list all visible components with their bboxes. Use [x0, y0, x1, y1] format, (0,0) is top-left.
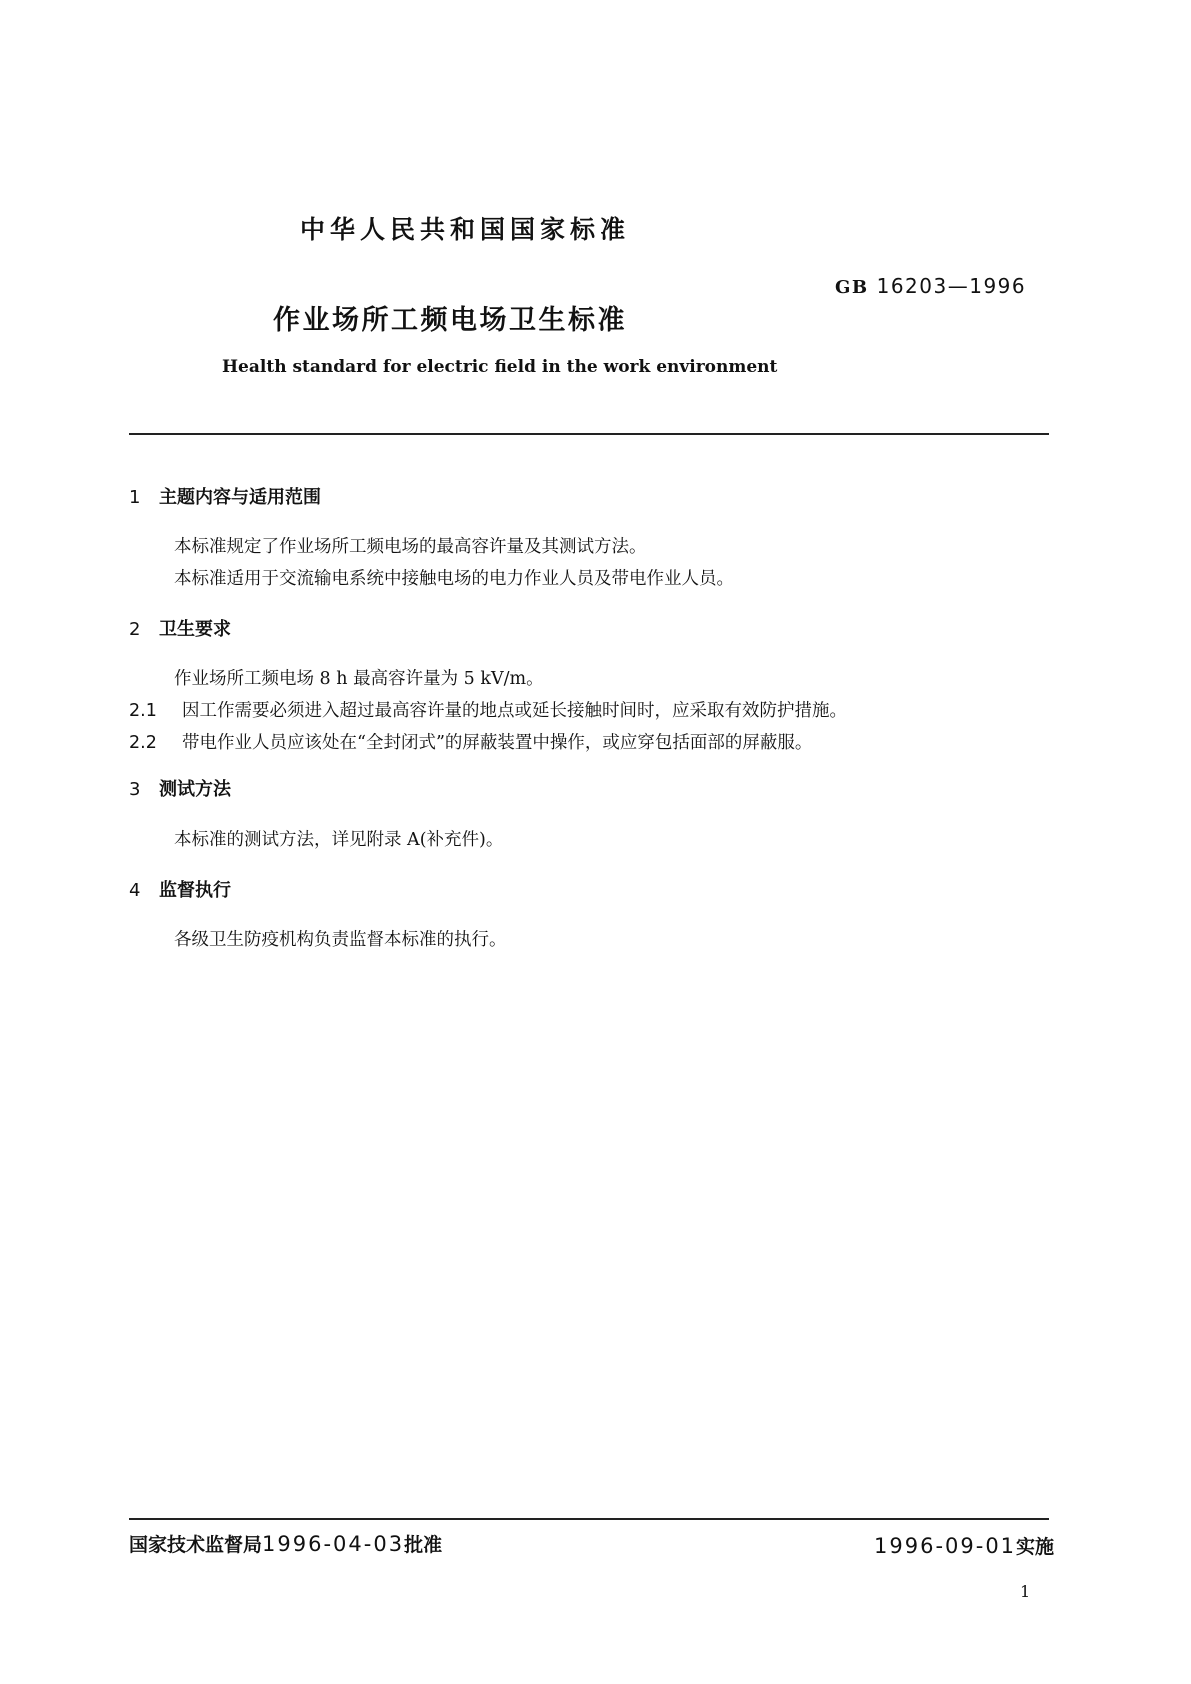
section-1-paragraph: 本标准规定了作业场所工频电场的最高容许量及其测试方法。: [174, 537, 647, 557]
section-1-paragraph: 本标准适用于交流输电系统中接触电场的电力作业人员及带电作业人员。: [174, 569, 734, 589]
section-number: 4: [129, 880, 141, 901]
section-2-heading: [129, 615, 231, 641]
section-title: 主题内容与适用范围: [159, 487, 321, 508]
section-4-paragraph: 各级卫生防疫机构负责监督本标准的执行。: [174, 930, 507, 950]
approval-line: [129, 1530, 442, 1557]
footer-divider: [129, 1518, 1049, 1520]
approval-org: 国家技术监督局: [129, 1534, 263, 1556]
implementation-suffix: 实施: [1016, 1536, 1055, 1558]
clause-2-2: [129, 729, 812, 754]
header-divider: [129, 433, 1049, 435]
section-title: 监督执行: [159, 880, 231, 901]
standard-number: 16203—1996: [876, 274, 1027, 298]
section-number: 2: [129, 619, 141, 640]
section-number: 1: [129, 487, 141, 508]
section-3-paragraph: 本标准的测试方法，详见附录 A(补充件)。: [174, 830, 504, 850]
section-title: 卫生要求: [159, 619, 231, 640]
clause-number: 2.1: [129, 701, 157, 721]
clause-2-1: [129, 697, 847, 722]
implementation-line: [874, 1532, 1054, 1559]
section-number: 3: [129, 779, 141, 800]
section-3-heading: [129, 775, 231, 801]
section-4-heading: [129, 876, 231, 902]
document-title-english: Health standard for electric field in the work environment: [222, 357, 778, 377]
clause-number: 2.2: [129, 733, 157, 753]
implementation-date: 1996-09-01: [874, 1534, 1017, 1558]
section-title: 测试方法: [159, 779, 231, 800]
clause-text: 带电作业人员应该处在“全封闭式”的屏蔽装置中操作，或应穿包括面部的屏蔽服。: [182, 733, 813, 753]
national-standard-header: 中华人民共和国国家标准: [300, 215, 631, 244]
document-title: 作业场所工频电场卫生标准: [273, 305, 627, 336]
approval-suffix: 批准: [404, 1534, 443, 1556]
approval-date: 1996-04-03: [262, 1532, 405, 1556]
page-number: 1: [1020, 1582, 1031, 1601]
section-1-heading: [129, 483, 321, 509]
clause-text: 因工作需要必须进入超过最高容许量的地点或延长接触时间时，应采取有效防护措施。: [182, 701, 847, 721]
gb-prefix: GB: [835, 277, 869, 298]
standard-code: [835, 274, 1026, 298]
section-2-paragraph: 作业场所工频电场 8 h 最高容许量为 5 kV/m。: [174, 669, 544, 689]
